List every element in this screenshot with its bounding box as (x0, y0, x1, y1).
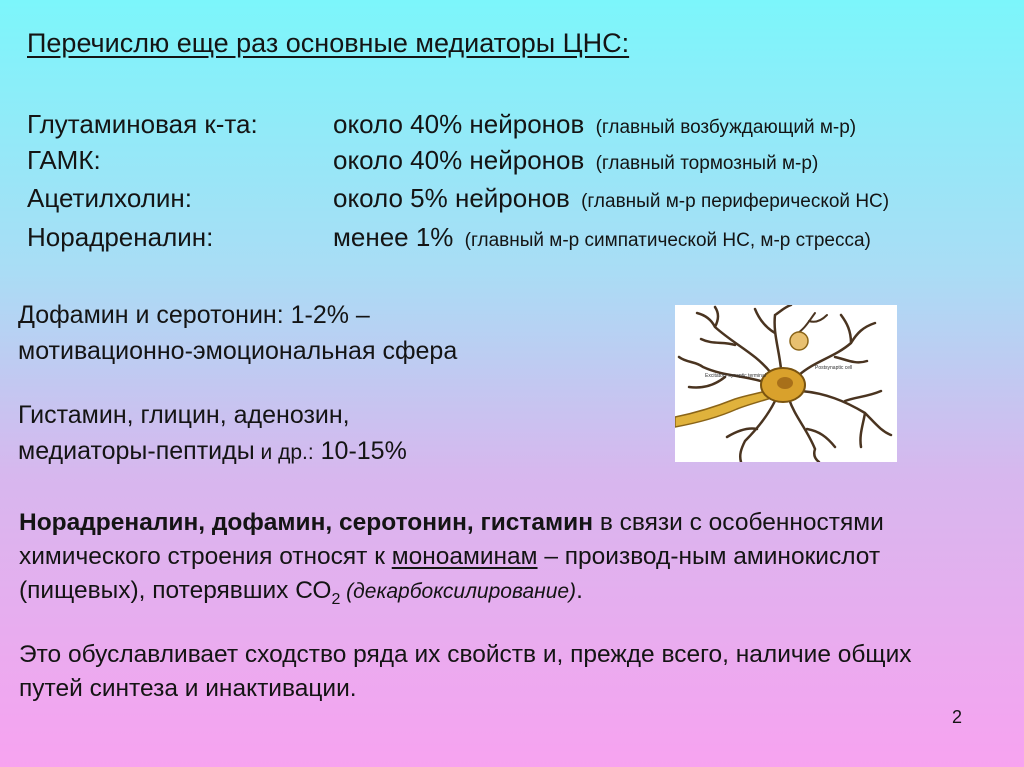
page-number: 2 (952, 707, 963, 727)
mediator-note: (главный возбуждающий м-р) (595, 117, 857, 138)
monoamines-term: моноаминам (391, 543, 538, 570)
figure-label-postsynaptic: Postsynaptic cell (815, 365, 853, 371)
mediator-name: Норадреналин: (27, 222, 214, 252)
monoamines-paragraph: Норадреналин, дофамин, серотонин, гистамин в связи с особенностями химического строения относят к моноаминам – производ-ным аминокислот (пищевых), потерявших $СО_2$ (декарбоксилирование). (19, 509, 884, 608)
other-mediators-text: Гистамин, глицин, аденозин, медиаторы-пептиды и др.: 10-15% (18, 401, 407, 465)
conclusion-paragraph: Это обуславливает сходство ряда их свойств и, прежде всего, наличие общих путей синтеза и инактивации. (19, 641, 912, 702)
mediator-name: Ацетилхолин: (27, 183, 193, 213)
mediator-note: (главный м-р периферической НС) (581, 191, 890, 212)
neuron-illustration (675, 305, 897, 462)
mediator-note: (главный м-р симпатической НС, м-р стресса) (464, 230, 871, 251)
dopamine-serotonin-text: Дофамин и серотонин: 1-2% – мотивационно-эмоциональная сфера (18, 301, 458, 365)
mediator-share: около 40% нейронов (главный тормозный м-р) (333, 145, 819, 175)
mediator-share: менее 1% (главный м-р симпатической НС, м-р стресса) (333, 222, 871, 252)
monoamines-bold: Норадреналин, дофамин, серотонин, гистамин (19, 509, 594, 536)
mediator-name: ГАМК: (27, 145, 101, 175)
mediator-name: Глутаминовая к-та: (27, 109, 258, 139)
mediator-share: около 5% нейронов (главный м-р периферической НС) (333, 183, 890, 213)
mediator-share: около 40% нейронов (главный возбуждающий м-р) (333, 109, 857, 139)
figure-label-excitatory: Excitatory synaptic terminal (705, 373, 766, 379)
mediator-note: (главный тормозный м-р) (595, 153, 819, 174)
slide-title: Перечислю еще раз основные медиаторы ЦНС: (27, 28, 630, 58)
